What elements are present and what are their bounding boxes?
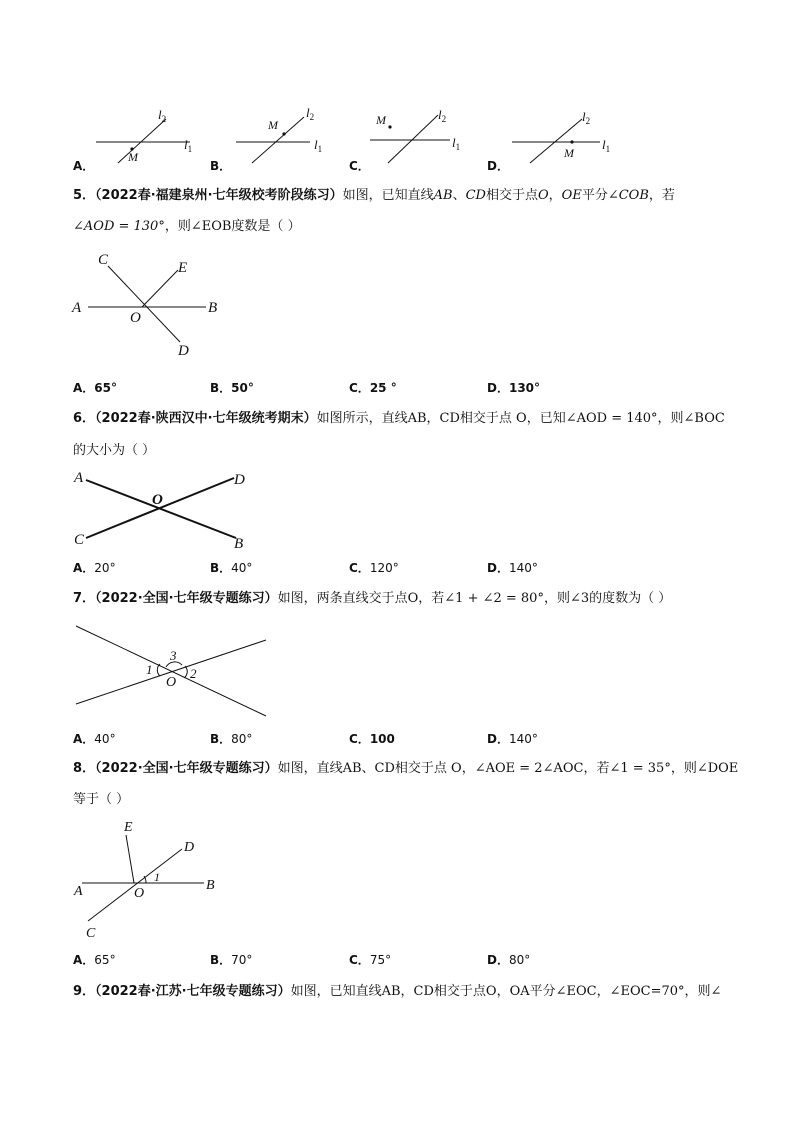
q6-source: （2022春·陕西汉中·七年级统考期末） <box>95 411 317 426</box>
q7-option-a[interactable]: A．40° <box>73 732 116 746</box>
q4d-point-m: M <box>564 146 574 160</box>
q4b-point-m: M <box>268 118 278 132</box>
q5-figure <box>70 250 240 360</box>
q6-text: 如图所示，直线AB，CD相交于点 O，已知∠AOD = 140°，则∠BOC <box>316 411 725 426</box>
q5-text5: ，若 <box>648 188 675 203</box>
q8-label-a: A <box>74 884 83 899</box>
q7-label-o: O <box>166 675 177 690</box>
q5-line1 <box>73 188 675 204</box>
q4d-line1-label: $l_1$ <box>602 137 611 154</box>
q8-number: 8． <box>73 761 96 776</box>
q6-line1 <box>73 411 725 427</box>
q5-option-c[interactable]: C．25 ° <box>349 381 397 395</box>
q6-line2: 的大小为（ ） <box>73 443 156 458</box>
q6-option-c[interactable]: C．120° <box>349 561 399 575</box>
q4c-line1-label: $l_1$ <box>452 135 461 152</box>
q5-var-o: O <box>537 188 549 203</box>
q5-label-c: C <box>98 252 109 268</box>
q5-angle-cob: ∠COB <box>607 188 649 203</box>
q5-var-ab: AB <box>433 188 453 203</box>
q7-figure <box>70 620 270 720</box>
q8-label-e: E <box>124 820 133 835</box>
q4-option-a-label: A． <box>73 159 95 173</box>
q8-source: （2022·全国·七年级专题练习） <box>95 761 278 776</box>
q4b-line2-label: $l_2$ <box>306 105 315 122</box>
q4d-line2-label: $l_2$ <box>582 109 591 126</box>
q5-option-b[interactable]: B．50° <box>210 381 254 395</box>
q5-ask: ，则∠EOB度数是（ ） <box>164 219 301 234</box>
q8-angle-1: 1 <box>154 870 160 884</box>
q6-label-d: D <box>234 472 245 488</box>
q4-option-c-figure <box>366 103 486 163</box>
q5-var-oe: OE <box>561 188 582 203</box>
q4b-line1-label: $l_1$ <box>314 137 323 154</box>
q4-option-d-label: D． <box>487 159 509 173</box>
q9-source: （2022春·江苏·七年级专题练习） <box>95 984 291 999</box>
q5-option-d[interactable]: D．130° <box>487 381 541 395</box>
q4a-line2-label: $l_2$ <box>158 107 167 124</box>
q9-line1 <box>73 984 721 1000</box>
q6-label-o: O <box>152 492 163 508</box>
q4c-line2-label: $l_2$ <box>438 107 447 124</box>
q5-text2: 相交于点 <box>485 188 538 203</box>
q5-number: 5． <box>73 188 96 203</box>
q6-label-a: A <box>74 470 84 486</box>
q5-label-e: E <box>178 260 188 276</box>
q7-line1 <box>73 591 671 607</box>
q5-label-d: D <box>178 343 189 359</box>
q5-text1: 如图，已知直线 <box>342 188 434 203</box>
q8-text: 如图，直线AB、CD相交于点 O，∠AOE = 2∠AOC，若∠1 = 35°，则∠DOE <box>277 761 739 776</box>
q4-option-c-label: C． <box>349 159 370 173</box>
q7-angle-1: 1 <box>146 662 153 677</box>
q5-line2 <box>73 219 301 235</box>
q7-number: 7． <box>73 591 96 606</box>
q7-option-b[interactable]: B．80° <box>210 732 253 746</box>
q5-label-a: A <box>72 300 82 316</box>
q6-option-d[interactable]: D．140° <box>487 561 538 575</box>
q8-label-b: B <box>206 878 215 893</box>
q4c-point-m: M <box>376 113 386 127</box>
q5-sep: 、 <box>452 188 466 203</box>
q4-option-d-figure <box>506 105 626 165</box>
q8-option-b[interactable]: B．70° <box>210 953 253 967</box>
q8-line2: 等于（ ） <box>73 792 130 807</box>
q6-label-b: B <box>234 536 244 552</box>
q8-line1 <box>73 761 738 777</box>
q4-option-b-label: B． <box>210 159 232 173</box>
q4-option-b-figure <box>228 103 348 163</box>
q6-figure <box>70 466 260 556</box>
q7-angle-2: 2 <box>190 666 197 681</box>
q7-source: （2022·全国·七年级专题练习） <box>95 591 278 606</box>
q6-option-b[interactable]: B．40° <box>210 561 253 575</box>
q5-text3: ， <box>548 188 562 203</box>
q8-label-d: D <box>184 840 195 855</box>
q9-number: 9． <box>73 984 96 999</box>
q8-option-c[interactable]: C．75° <box>349 953 392 967</box>
q7-option-d[interactable]: D．140° <box>487 732 538 746</box>
q4a-line1-label: $l_1$ <box>184 137 193 154</box>
q6-label-c: C <box>74 532 85 548</box>
q8-option-d[interactable]: D．80° <box>487 953 531 967</box>
q8-figure <box>70 815 230 940</box>
q5-label-o: O <box>130 310 141 326</box>
q5-option-a[interactable]: A．65° <box>73 381 117 395</box>
q8-option-a[interactable]: A．65° <box>73 953 116 967</box>
q5-text4: 平分 <box>581 188 608 203</box>
q5-source: （2022春·福建泉州·七年级校考阶段练习） <box>95 188 343 203</box>
q7-option-c[interactable]: C．100 <box>349 732 395 746</box>
q5-var-cd: CD <box>465 188 486 203</box>
q7-text: 如图，两条直线交于点O，若∠1 + ∠2 = 80°，则∠3的度数为（ ） <box>277 591 672 606</box>
q7-angle-3: 3 <box>170 648 177 663</box>
q5-label-b: B <box>208 300 218 316</box>
q9-text: 如图，已知直线AB，CD相交于点O，OA平分∠EOC，∠EOC=70°，则∠ <box>290 984 722 999</box>
q5-condition: ∠AOD = 130° <box>73 219 165 234</box>
q6-number: 6． <box>73 411 96 426</box>
q4a-point-m: M <box>128 150 138 164</box>
q8-label-o: O <box>134 886 145 901</box>
q6-option-a[interactable]: A．20° <box>73 561 116 575</box>
q8-label-c: C <box>86 926 96 941</box>
q4-option-a-figure <box>90 105 210 165</box>
